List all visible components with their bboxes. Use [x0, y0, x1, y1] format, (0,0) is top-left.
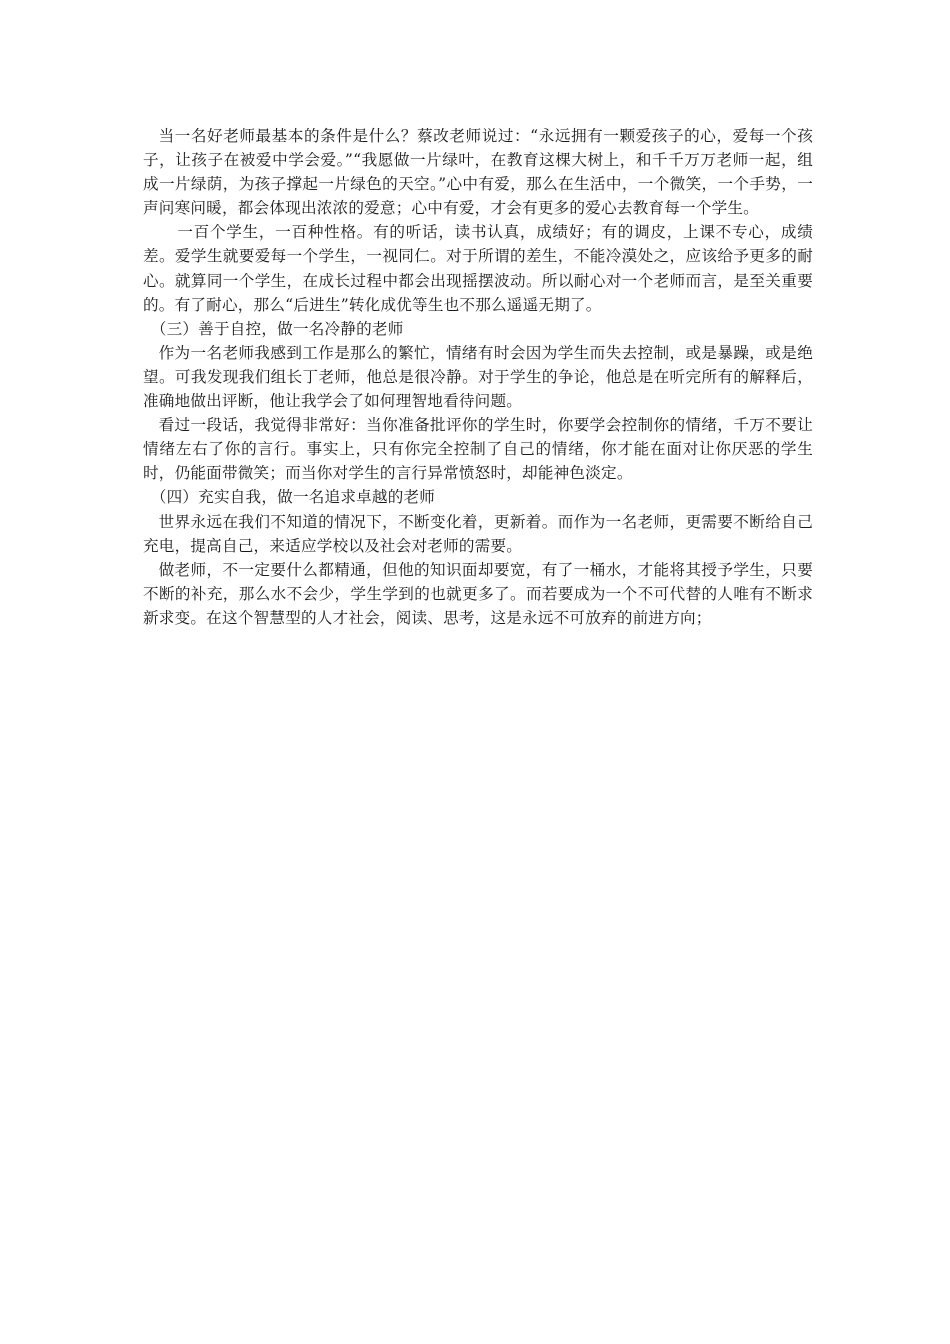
paragraph-keep-learning: 世界永远在我们不知道的情况下，不断变化着，更新着。而作为一名老师，更需要不断给自己充电，提高自己，来适应学校以及社会对老师的需要。	[143, 512, 813, 555]
paragraph-control-emotions: 看过一段话，我觉得非常好：当你准备批评你的学生时，你要学会控制你的情绪，千万不要让情绪左右了你的言行。事实上，只有你完全控制了自己的情绪，你才能在面对让你厌恶的学生时，仍能面带微笑；而当你对学生的言行异常愤怒时，却能神色淡定。	[143, 416, 813, 483]
paragraph-calm-teacher: 作为一名老师我感到工作是那么的繁忙，情绪有时会因为学生而失去控制，或是暴躁，或是绝望。可我发现我们组长丁老师，他总是很冷静。对于学生的争论，他总是在听完所有的解释后，准确地做出评断，他让我学会了如何理智地看待问题。	[143, 343, 813, 411]
paragraph-love-children: 当一名好老师最基本的条件是什么？蔡改老师说过：“永远拥有一颗爱孩子的心，爱每一个孩子，让孩子在被爱中学会爱。”“我愿做一片绿叶，在教育这棵大树上，和千千万万老师一起，组成一片绿荫，为孩子撑起一片绿色的天空。”心中有爱，那么在生活中，一个微笑，一个手势，一声问寒问暖，都会体现出浓浓的爱意；心中有爱，才会有更多的爱心去教育每一个学生。	[143, 127, 813, 218]
document-page	[143, 124, 813, 630]
section-heading-self-improvement: （四）充实自我，做一名追求卓越的老师	[150, 488, 436, 507]
paragraph-broad-knowledge: 做老师，不一定要什么都精通，但他的知识面却要宽，有了一桶水，才能将其授予学生，只要不断的补充，那么水不会少，学生学到的也就更多了。而若要成为一个不可代替的人唯有不断求新求变。在这个智慧型的人才社会，阅读、思考，这是永远不可放弃的前进方向；	[143, 560, 813, 627]
section-heading-self-control: （三）善于自控，做一名冷静的老师	[150, 319, 404, 338]
paragraph-patience: 一百个学生，一百种性格。有的听话，读书认真，成绩好；有的调皮，上课不专心，成绩差。爱学生就要爱每一个学生，一视同仁。对于所谓的差生，不能冷漠处之，应该给予更多的耐心。就算同一个学生，在成长过程中都会出现摇摆波动。所以耐心对一个老师而言，是至关重要的。有了耐心，那么“后进生”转化成优等生也不那么遥遥无期了。	[143, 223, 813, 314]
